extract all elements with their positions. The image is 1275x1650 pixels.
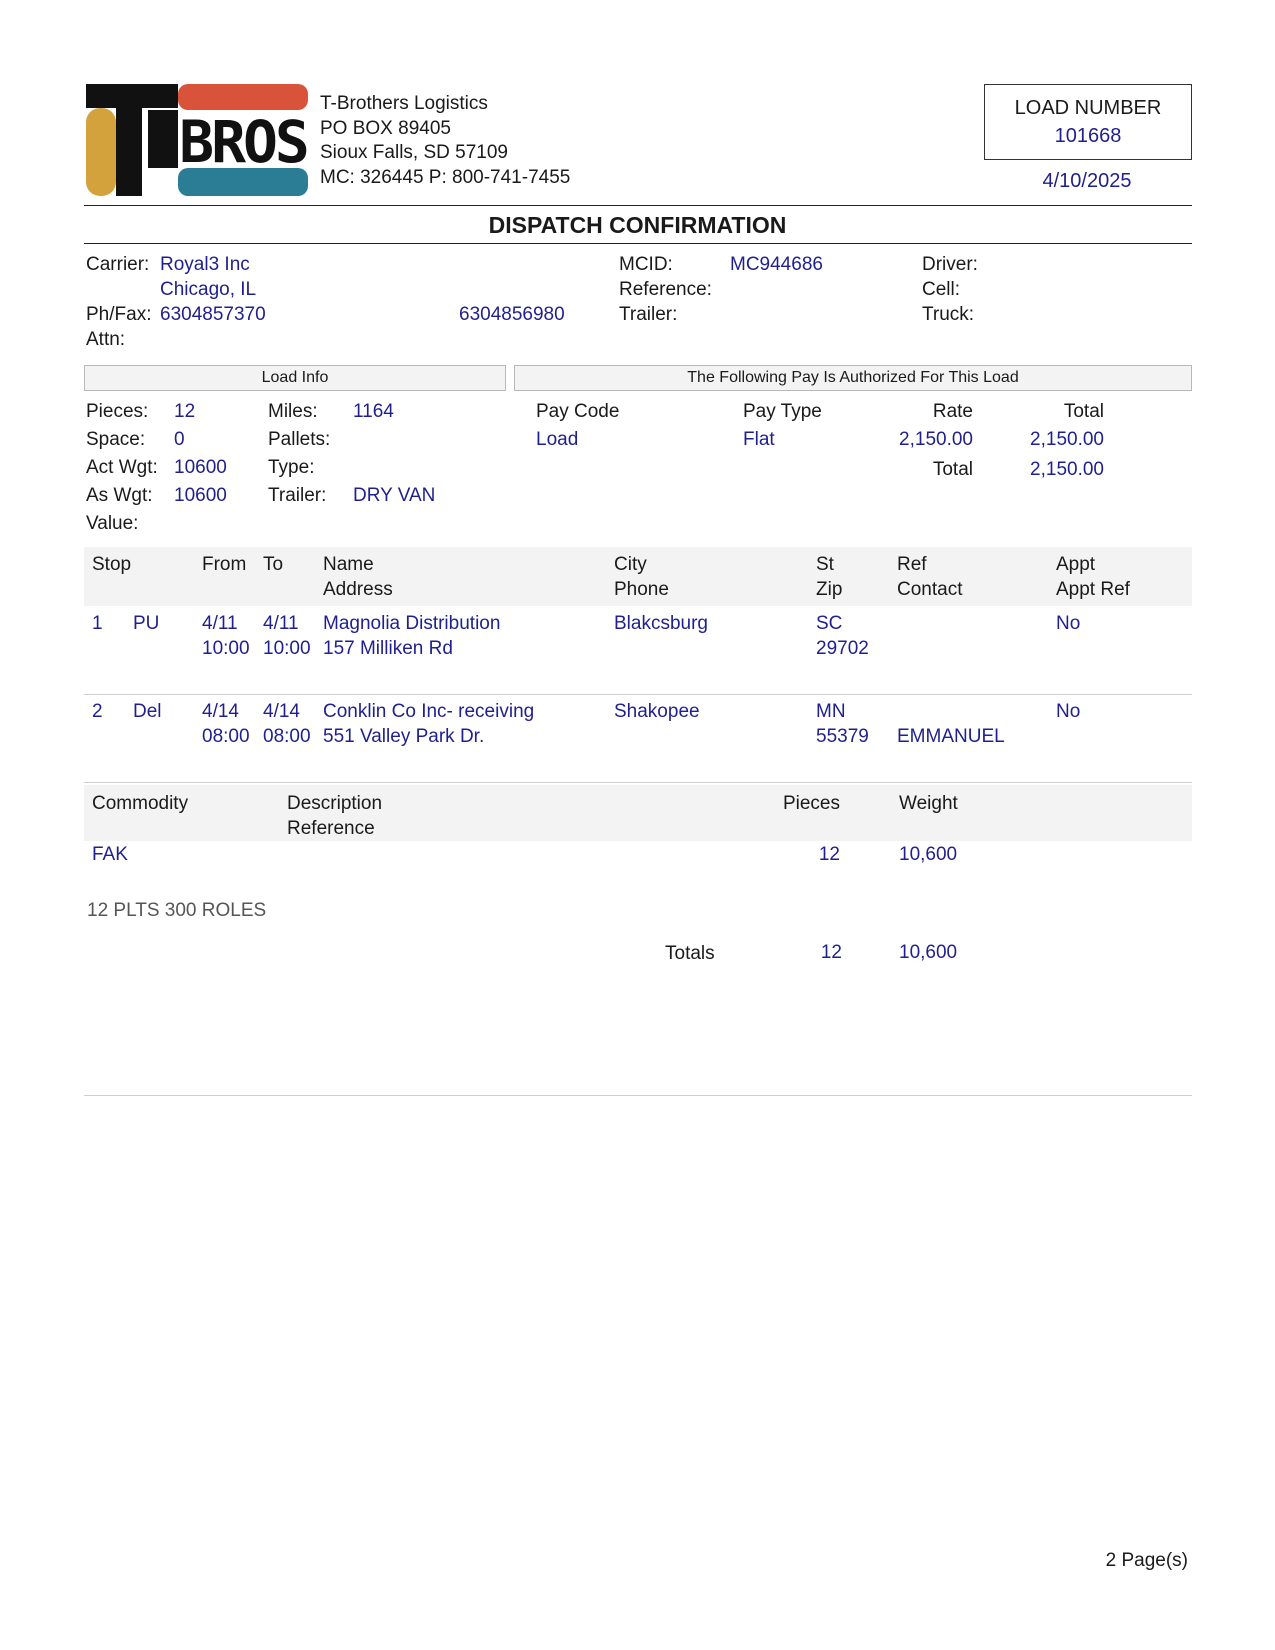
carrier-fax: 6304856980 [459,304,565,325]
pay-code-header: Pay Code [536,401,620,422]
total-pieces: 12 [820,942,842,963]
stop-2-to-time: 08:00 [263,726,311,747]
trailer-value: DRY VAN [353,485,436,506]
carrier-trailer-label: Trailer: [619,304,678,325]
stop-2-from-date: 4/14 [202,701,239,722]
title-divider [84,243,1192,244]
space-value: 0 [174,429,185,450]
miles-label: Miles: [268,401,318,422]
trailer-label: Trailer: [268,485,327,506]
commodity-col-reference: Reference [287,818,375,839]
commodity-col-description: Description [287,793,383,814]
stop-2-type: Del [133,701,162,722]
stop-2-name: Conklin Co Inc- receiving [323,701,535,722]
pay-code: Load [536,429,579,450]
stop-2-city: Shakopee [614,701,700,722]
load-number-box [984,84,1192,160]
stops-col-stop: Stop [92,554,132,575]
company-contact: MC: 326445 P: 800-741-7455 [320,166,571,188]
stop-2-from-time: 08:00 [202,726,250,747]
total-weight: 10,600 [899,942,958,963]
stop-1-city: Blakcsburg [614,613,708,634]
company-info [320,92,570,190]
carrier-phone: 6304857370 [160,304,266,325]
stop-2-number: 2 [92,701,103,722]
pay-type-header: Pay Type [743,401,822,422]
mcid-value: MC944686 [730,254,823,275]
pallets-label: Pallets: [268,429,331,450]
stop-row-divider [84,694,1192,695]
stops-col-appt-ref: Appt Ref [1056,579,1130,600]
commodity-col-commodity: Commodity [92,793,189,814]
mcid-label: MCID: [619,254,673,275]
commodity-pieces: 12 [818,844,840,865]
stop-1-from-time: 10:00 [202,638,250,659]
company-address1: PO BOX 89405 [320,117,451,139]
act-wgt-label: Act Wgt: [86,457,158,478]
miles-value: 1164 [353,401,394,422]
type-label: Type: [268,457,315,478]
pieces-label: Pieces: [86,401,149,422]
stop-1-type: PU [133,613,160,634]
attn-label: Attn: [86,329,126,350]
stops-col-to: To [263,554,284,575]
driver-label: Driver: [922,254,978,275]
commodity-code: FAK [92,844,128,865]
truck-label: Truck: [922,304,975,325]
pieces-value: 12 [174,401,196,422]
cell-label: Cell: [922,279,961,300]
pay-total: 2,150.00 [1030,459,1104,480]
phfax-label: Ph/Fax: [86,304,152,325]
rate-header: Rate [932,401,973,422]
as-wgt-value: 10600 [174,485,227,506]
reference-label: Reference: [619,279,712,300]
stop-2-appt: No [1056,701,1081,722]
totals-label: Totals [665,943,715,964]
carrier-name: Royal3 Inc [160,254,250,275]
stop-2-to-date: 4/14 [263,701,300,722]
commodity-col-pieces: Pieces [782,793,840,814]
pay-total-label: Total [932,459,973,480]
commodity-weight: 10,600 [899,844,958,865]
load-date: 4/10/2025 [1042,170,1132,192]
carrier-city: Chicago, IL [160,279,257,300]
page-title: DISPATCH CONFIRMATION [488,212,787,238]
carrier-label: Carrier: [86,254,150,275]
as-wgt-label: As Wgt: [86,485,153,506]
pay-line-total: 2,150.00 [1030,429,1104,450]
page-count: 2 Page(s) [1105,1550,1188,1571]
stops-col-ref: Ref [897,554,927,575]
stop-1-number: 1 [92,613,103,634]
stops-col-zip: Zip [816,579,843,600]
stop-1-to-time: 10:00 [263,638,311,659]
stop-2-state: MN [816,701,846,722]
space-label: Space: [86,429,146,450]
stop-2-zip: 55379 [816,726,869,747]
load-info-header: Load Info [84,365,506,391]
commodity-header-band [84,785,1192,841]
commodity-col-weight: Weight [899,793,958,814]
stops-col-contact: Contact [897,579,963,600]
stop-1-to-date: 4/11 [263,613,299,634]
pay-rate: 2,150.00 [899,429,973,450]
svg-text:BROS: BROS [179,108,307,176]
stops-col-phone: Phone [614,579,669,600]
header-divider [84,205,1192,206]
act-wgt-value: 10600 [174,457,227,478]
stops-col-city: City [614,554,647,575]
stops-bottom-divider [84,782,1192,783]
stop-1-appt: No [1056,613,1081,634]
commodity-note: 12 PLTS 300 ROLES [87,900,267,921]
pay-header: The Following Pay Is Authorized For This Load [514,365,1192,391]
company-logo [86,84,310,198]
stop-1-state: SC [816,613,843,634]
stop-2-contact: EMMANUEL [897,726,1005,747]
stops-col-address: Address [323,579,393,600]
value-label: Value: [86,513,139,534]
pay-type: Flat [743,429,775,450]
load-number-label: LOAD NUMBER [1014,97,1162,119]
stops-col-from: From [202,554,247,575]
stops-col-appt: Appt [1056,554,1096,575]
stop-1-address: 157 Milliken Rd [323,638,453,659]
stop-2-address: 551 Valley Park Dr. [323,726,485,747]
company-name: T-Brothers Logistics [320,93,488,114]
stops-col-st: St [816,554,834,575]
section-end-divider [84,1095,1192,1096]
stop-1-from-date: 4/11 [202,613,238,634]
load-number: 101668 [1054,125,1122,147]
stops-col-name: Name [323,554,374,575]
company-address2: Sioux Falls, SD 57109 [320,142,508,163]
stop-1-name: Magnolia Distribution [323,613,501,634]
stop-1-zip: 29702 [816,638,869,659]
total-header: Total [1063,401,1104,422]
